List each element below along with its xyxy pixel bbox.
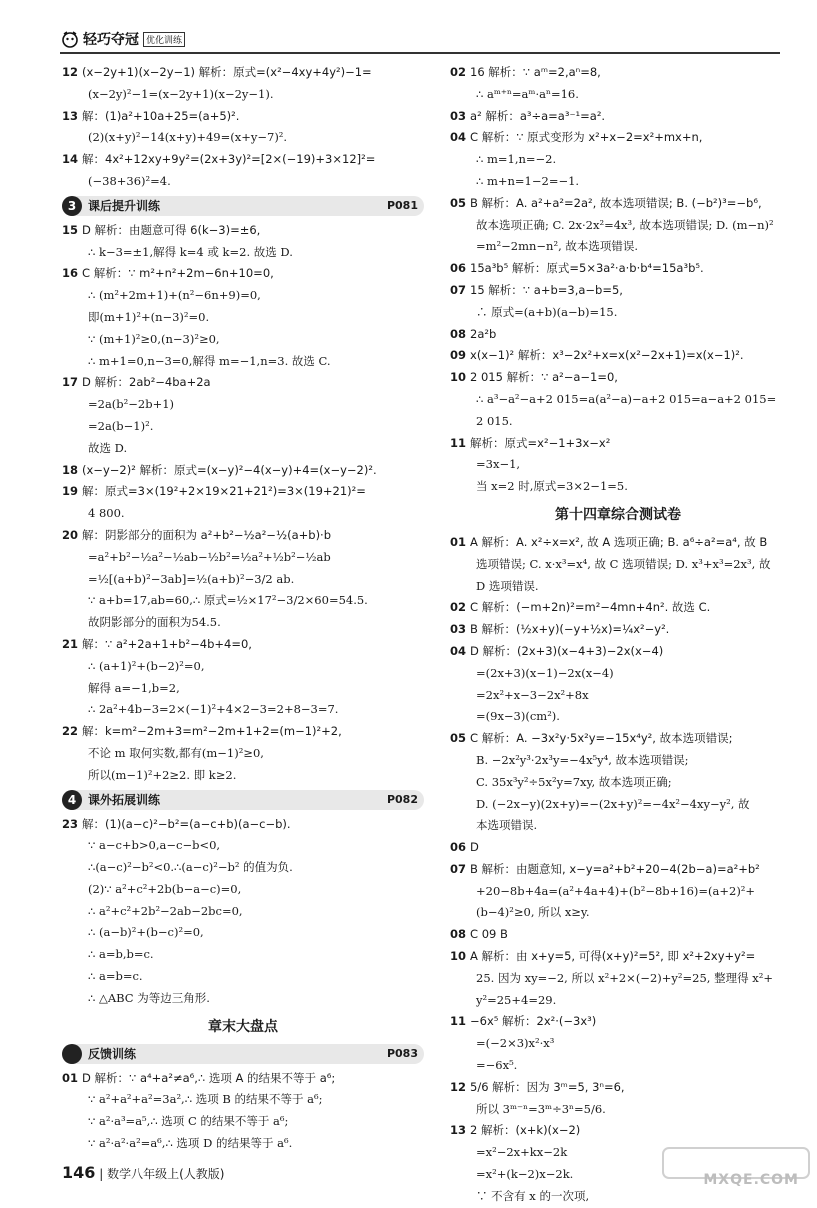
answer-line [450,597,786,619]
section-title: 课后提升训练 [88,198,161,213]
answer-text: D 解析：∵ a⁴+a²≠a⁶,∴ 选项 A 的结果不等于 a⁶; [82,1070,336,1085]
answer-line [450,837,786,859]
question-number: 20 [62,527,83,542]
answer-line [62,263,424,285]
answer-line [450,728,786,750]
header-rule [60,52,780,54]
question-number: 13 [62,108,83,123]
answer-line [450,859,786,881]
answer-line [62,62,424,84]
answer-continuation: (x−2y)²−1=(x−2y+1)(x−2y−1). [88,86,274,101]
answer-continuation: ∴ aᵐ⁺ⁿ=aᵐ·aⁿ=16. [476,86,579,101]
question-number: 03 [450,108,471,123]
answer-text: 5/6 解析：因为 3ᵐ=5, 3ⁿ=6, [470,1079,625,1094]
answer-continuation: =(−2×3)x²·x³ [476,1036,555,1051]
answer-line [450,367,786,389]
answer-line [450,619,786,641]
answer-continuation: ∴ m=1,n=−2. [476,152,557,167]
answer-text: C 09 B [470,927,508,942]
answer-continuation: 故本选项正确; C. 2x·2x²=4x³, 故本选项错误; D. (m−n)² [476,217,774,232]
answer-text: −6x⁵ 解析：2x²·(−3x³) [470,1014,597,1029]
question-number: 06 [450,261,471,276]
question-number: 03 [450,622,471,637]
left-column [62,62,424,1155]
page-header [60,28,780,54]
answer-continuation: C. 35x³y²÷5x²y=7xy, 故本选项正确; [476,774,672,789]
question-number: 14 [62,152,83,167]
question-number: 19 [62,484,83,499]
answer-continuation: 4 800. [88,506,125,521]
answer-text: A 解析：由 x+y=5, 可得(x+y)²=5², 即 x²+2xy+y²= [470,949,756,964]
answer-continuation: =½[(a+b)²−3ab]=½(a+b)²−3/2 ab. [88,571,295,586]
question-number: 12 [450,1079,471,1094]
answer-line [62,814,424,836]
question-number: 05 [450,195,471,210]
answer-line [450,127,786,149]
question-number: 10 [450,949,471,964]
answer-text: C 解析：A. −3x²y·5x²y=−15x⁴y², 故本选项错误; [470,731,733,746]
question-number: 11 [450,435,471,450]
question-number: 07 [450,282,471,297]
answer-text: D 解析：2ab²−4ba+2a [82,375,211,390]
answer-continuation: =x²−2x+kx−2k [476,1145,568,1160]
watermark-text: MXQE.COM [703,1172,799,1188]
answer-text: 解：(1)(a−c)²−b²=(a−c+b)(a−c−b). [82,816,291,831]
answer-continuation: y²=25+4=29. [476,992,557,1007]
question-number: 01 [450,534,471,549]
section-page-ref: P083 [386,1046,418,1060]
answer-line [450,433,786,455]
answer-text: D [470,840,479,855]
answer-continuation: D 选项错误. [476,578,539,593]
answer-continuation: =(2x+3)(x−1)−2x(x−4) [476,665,614,680]
section-badge: 3 [62,196,82,216]
answer-continuation: 解得 a=−1,b=2, [88,680,180,695]
question-number: 17 [62,375,83,390]
question-number: 07 [450,861,471,876]
answer-text: B 解析：(½x+y)(−y+½x)=¼x²−y². [470,622,670,637]
question-number: 06 [450,840,471,855]
answer-text: 解：(1)a²+10a+25=(a+5)². [82,108,240,123]
answer-continuation: 所以 3ᵐ⁻ⁿ=3ᵐ÷3ⁿ=5/6. [476,1101,606,1116]
question-number: 22 [62,724,83,739]
book-subject: 数学八年级上(人教版) [107,1167,225,1181]
answer-text: C 解析：∵ 原式变形为 x²+x−2=x²+mx+n, [470,130,703,145]
answer-continuation: ∴(a−c)²−b²<0.∴(a−c)²−b² 的值为负. [88,860,293,875]
question-number: 02 [450,65,471,79]
answer-text: B 解析：由题意知, x−y=a²+b²+20−4(2b−a)=a²+b² [470,861,760,876]
answer-continuation: 所以(m−1)²+2≥2. 即 k≥2. [88,767,237,782]
answer-continuation: =2x²+x−3−2x²+8x [476,687,589,702]
question-number: 04 [450,130,471,145]
question-number: 12 [62,65,83,79]
right-column [450,62,786,1208]
answer-line [62,460,424,482]
answer-continuation: 故阴影部分的面积为54.5. [88,615,221,630]
chapter-heading: 第十四章综合测试卷 [555,506,681,523]
question-number: 21 [62,636,83,651]
answer-line [62,721,424,743]
answer-line [450,532,786,554]
section-page-ref: P081 [386,198,418,212]
answer-continuation: 本选项错误. [476,818,538,833]
brand-tag: 优化训练 [143,32,185,47]
answer-text: 2 解析：(x+k)(x−2) [470,1123,581,1138]
answer-line [62,634,424,656]
answer-continuation: =2a(b²−2b+1) [88,397,175,412]
answer-text: 16 解析：∵ aᵐ=2,aⁿ=8, [470,65,601,79]
question-number: 08 [450,927,471,942]
answer-text: 2a²b [470,326,497,341]
answer-continuation: ∵ a²+a²+a²=3a²,∴ 选项 B 的结果不等于 a⁶; [88,1092,323,1107]
answer-line [62,372,424,394]
answer-text: 解：k=m²−2m+3=m²−2m+1+2=(m−1)²+2, [82,724,342,739]
answer-continuation: B. −2x²y³·2x³y=−4x⁵y⁴, 故本选项错误; [476,752,689,767]
answer-continuation: ∴ k−3=±1,解得 k=4 或 k=2. 故选 D. [88,244,293,259]
answer-continuation: ∵ 不含有 x 的一次项, [476,1188,590,1203]
answer-text: A 解析：A. x²÷x=x², 故 A 选项正确; B. a⁶÷a²=a⁴, 故 B [470,534,768,549]
answer-continuation: =x²+(k−2)x−2k. [476,1167,574,1182]
answer-text: (x−y−2)² 解析：原式=(x−y)²−4(x−y)+4=(x−y−2)². [82,462,377,477]
answer-continuation: ∴ (m²+2m+1)+(n²−6n+9)=0, [88,288,261,303]
answer-continuation: (2)∵ a²+c²+2b(b−a−c)=0, [88,881,242,896]
answer-line [62,1068,424,1090]
answer-continuation: ∵ a²·a²·a²=a⁶,∴ 选项 D 的结果等于 a⁶. [88,1136,293,1151]
answer-continuation: ∴ m+n=1−2=−1. [476,173,580,188]
watermark-logo [661,1146,811,1194]
answer-continuation: 当 x=2 时,原式=3×2−1=5. [476,479,628,494]
answer-continuation: ∵ a−c+b>0,a−c−b<0, [88,838,221,853]
answer-line [450,62,786,84]
answer-text: D 解析：由题意可得 6(k−3)=±6, [82,222,261,237]
answer-continuation: 不论 m 取何实数,都有(m−1)²≥0, [88,745,264,760]
answer-line [450,641,786,663]
answer-continuation: ∴ a²+c²+2b²−2ab−2bc=0, [88,903,243,918]
answer-text: C 解析：∵ m²+n²+2m−6n+10=0, [82,266,274,281]
answer-text: 15a³b⁵ 解析：原式=5×3a²·a·b·b⁴=15a³b⁵. [470,261,704,276]
answer-continuation: ∵ a²·a³=a⁵,∴ 选项 C 的结果不等于 a⁶; [88,1114,289,1129]
answer-continuation: ∴ a=b,b=c. [88,947,154,962]
answer-continuation: ∴ △ABC 为等边三角形. [88,990,210,1005]
answer-continuation: ∴ 原式=(a+b)(a−b)=15. [476,304,618,319]
answer-text: D 解析：(2x+3)(x−4+3)−2x(x−4) [470,643,664,658]
answer-continuation: =−6x⁵. [476,1058,518,1073]
question-number: 08 [450,326,471,341]
footer-separator: | [99,1167,108,1181]
answer-continuation: ∴ a=b=c. [88,969,143,984]
section-bar [62,1044,424,1064]
question-number: 04 [450,643,471,658]
section-title: 反馈训练 [88,1046,137,1061]
answer-continuation: ∴ m+1=0,n−3=0,解得 m=−1,n=3. 故选 C. [88,353,331,368]
answer-line [450,1120,786,1142]
answer-text: 解：∵ a²+2a+1+b²−4b+4=0, [82,636,252,651]
answer-text: C 解析：(−m+2n)²=m²−4mn+4n². 故选 C. [470,600,711,615]
question-number: 18 [62,462,83,477]
answer-continuation: ∴ (a−b)²+(b−c)²=0, [88,925,204,940]
answer-continuation: =3x−1, [476,457,521,472]
answer-continuation: 选项错误; C. x·x³=x⁴, 故 C 选项错误; D. x³+x³=2x³, 故 [476,556,771,571]
chapter-heading: 章末大盘点 [208,1018,278,1035]
answer-line [450,324,786,346]
question-number: 15 [62,222,83,237]
answer-line [62,481,424,503]
answer-continuation: 故选 D. [88,440,128,455]
answer-continuation: 25. 因为 xy=−2, 所以 x²+2×(−2)+y²=25, 整理得 x²+ [476,970,773,985]
answer-continuation: ∵ (m+1)²≥0,(n−3)²≥0, [88,331,220,346]
answer-line [450,258,786,280]
answer-line [450,106,786,128]
question-number: 02 [450,600,471,615]
section-bar [62,196,424,216]
section-title: 课外拓展训练 [88,792,161,807]
answer-line [62,106,424,128]
answer-text: 解析：原式=x²−1+3x−x² [470,435,611,450]
answer-text: 解：原式=3×(19²+2×19×21+21²)=3×(19+21)²= [82,484,366,499]
brand-name: 轻巧夺冠 [83,32,139,48]
question-number: 13 [450,1123,471,1138]
section-badge [62,1044,82,1064]
section-page-ref: P082 [386,792,418,806]
answer-line [62,525,424,547]
answer-continuation: ∴ 2a²+4b−3=2×(−1)²+4×2−3=2+8−3=7. [88,702,339,717]
answer-text: 解：4x²+12xy+9y²=(2x+3y)²=[2×(−19)+3×12]²= [82,152,376,167]
section-bar [62,790,424,810]
answer-continuation: 2 015. [476,413,513,428]
answer-continuation: =a²+b²−½a²−½ab−½b²=½a²+½b²−½ab [88,549,331,564]
answer-text: 解：阴影部分的面积为 a²+b²−½a²−½(a+b)·b [82,527,332,542]
question-number: 16 [62,266,83,281]
answer-line [450,946,786,968]
question-number: 09 [450,348,471,363]
answer-line [450,280,786,302]
answer-continuation: ∴ a³−a²−a+2 015=a(a²−a)−a+2 015=a−a+2 015= [476,391,777,406]
answer-continuation: ∴ (a+1)²+(b−2)²=0, [88,658,205,673]
answer-continuation: D. (−2x−y)(2x+y)=−(2x+y)²=−4x²−4xy−y², 故 [476,796,750,811]
answer-continuation: =(9x−3)(cm²). [476,709,560,724]
answer-text: B 解析：A. a²+a²=2a², 故本选项错误; B. (−b²)³=−b⁶, [470,195,762,210]
answer-line [450,345,786,367]
answer-text: 15 解析：∵ a+b=3,a−b=5, [470,282,623,297]
section-badge: 4 [62,790,82,810]
answer-line [450,924,786,946]
answer-text: (x−2y+1)(x−2y−1) 解析：原式=(x²−4xy+4y²)−1= [82,65,372,79]
mascot-icon [60,29,80,49]
answer-continuation: =2a(b−1)². [88,418,154,433]
answer-line [450,1077,786,1099]
answer-continuation: =m²−2mn−n², 故本选项错误. [476,239,639,254]
question-number: 05 [450,731,471,746]
answer-text: a² 解析：a³÷a=a³⁻¹=a². [470,108,606,123]
answer-line [450,193,786,215]
answer-continuation: (2)(x+y)²−14(x+y)+49=(x+y−7)². [88,130,288,145]
brand-logo [60,28,185,50]
answer-line [62,220,424,242]
question-number: 01 [62,1070,83,1085]
question-number: 23 [62,816,83,831]
question-number: 10 [450,370,471,385]
answer-line [62,149,424,171]
answer-continuation: ∵ a+b=17,ab=60,∴ 原式=½×17²−3/2×60=54.5. [88,593,368,608]
page-footer [62,1163,224,1182]
answer-continuation: 即(m+1)²+(n−3)²=0. [88,309,210,324]
answer-continuation: (b−4)²≥0, 所以 x≥y. [476,905,590,920]
answer-continuation: (−38+36)²=4. [88,173,171,188]
answer-text: x(x−1)² 解析：x³−2x²+x=x(x²−2x+1)=x(x−1)². [470,348,744,363]
question-number: 11 [450,1014,471,1029]
answer-continuation: +20−8b+4a=(a²+4a+4)+(b²−8b+16)=(a+2)²+ [476,883,756,898]
answer-line [450,1011,786,1033]
page-number: 146 [62,1163,96,1182]
answer-text: 2 015 解析：∵ a²−a−1=0, [470,370,618,385]
